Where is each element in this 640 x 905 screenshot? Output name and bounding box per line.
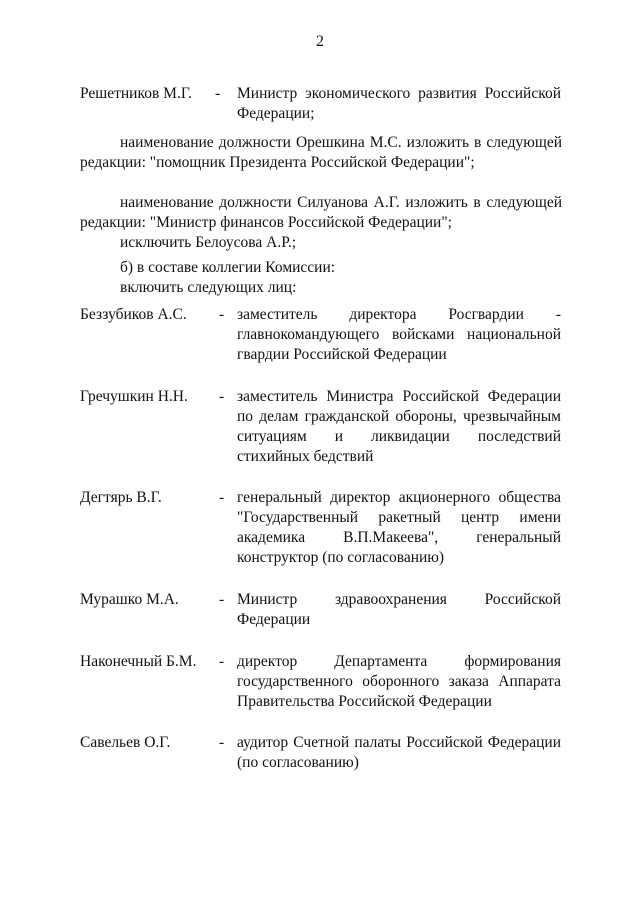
member-dash: - xyxy=(215,85,221,102)
member-dash: - xyxy=(219,734,225,751)
member-position: директор Департамента формирования государственного оборонного заказа Аппарата Правительства Российской Федерации xyxy=(237,653,561,710)
member-dash: - xyxy=(219,591,225,608)
member-name: Решетников М.Г. xyxy=(80,85,192,102)
page-number: 2 xyxy=(316,33,324,50)
amendment-paragraph-3: исключить Белоусова А.Р.; xyxy=(120,234,297,251)
member-name: Беззубиков А.С. xyxy=(80,306,187,323)
member-position: заместитель директора Росгвардии - главнокомандующего войсками национальной гвардии Российской Федерации xyxy=(237,306,561,363)
member-dash: - xyxy=(219,388,225,405)
member-name: Наконечный Б.М. xyxy=(80,653,197,670)
amendment-paragraph-2: наименование должности Силуанова А.Г. изложить в следующей редакции: "Министр финансов Российской Федерации"; xyxy=(80,194,562,231)
amendment-paragraph-1: наименование должности Орешкина М.С. изложить в следующей редакции: "помощник Президента Российской Федерации"; xyxy=(80,134,562,171)
member-position: Министр здравоохранения Российской Федерации xyxy=(237,591,561,628)
member-position: заместитель Министра Российской Федерации по делам гражданской обороны, чрезвычайным ситуациям и ликвидации последствий стихийных бедствий xyxy=(237,388,561,465)
member-dash: - xyxy=(219,306,225,323)
member-position: Министр экономического развития Российской Федерации; xyxy=(237,85,561,122)
member-dash: - xyxy=(219,489,225,506)
section-b-subheading: включить следующих лиц: xyxy=(120,279,297,296)
member-dash: - xyxy=(219,653,225,670)
section-b-heading: б) в составе коллегии Комиссии: xyxy=(120,259,336,276)
member-name: Дегтярь В.Г. xyxy=(80,489,162,506)
member-position: генеральный директор акционерного общества "Государственный ракетный центр имени академика В.П.Макеева", генеральный конструктор (по согласованию) xyxy=(237,489,561,566)
member-name: Савельев О.Г. xyxy=(80,734,171,751)
member-name: Мурашко М.А. xyxy=(80,591,179,608)
member-name: Гречушкин Н.Н. xyxy=(80,388,188,405)
member-position: аудитор Счетной палаты Российской Федерации (по согласованию) xyxy=(237,734,561,771)
